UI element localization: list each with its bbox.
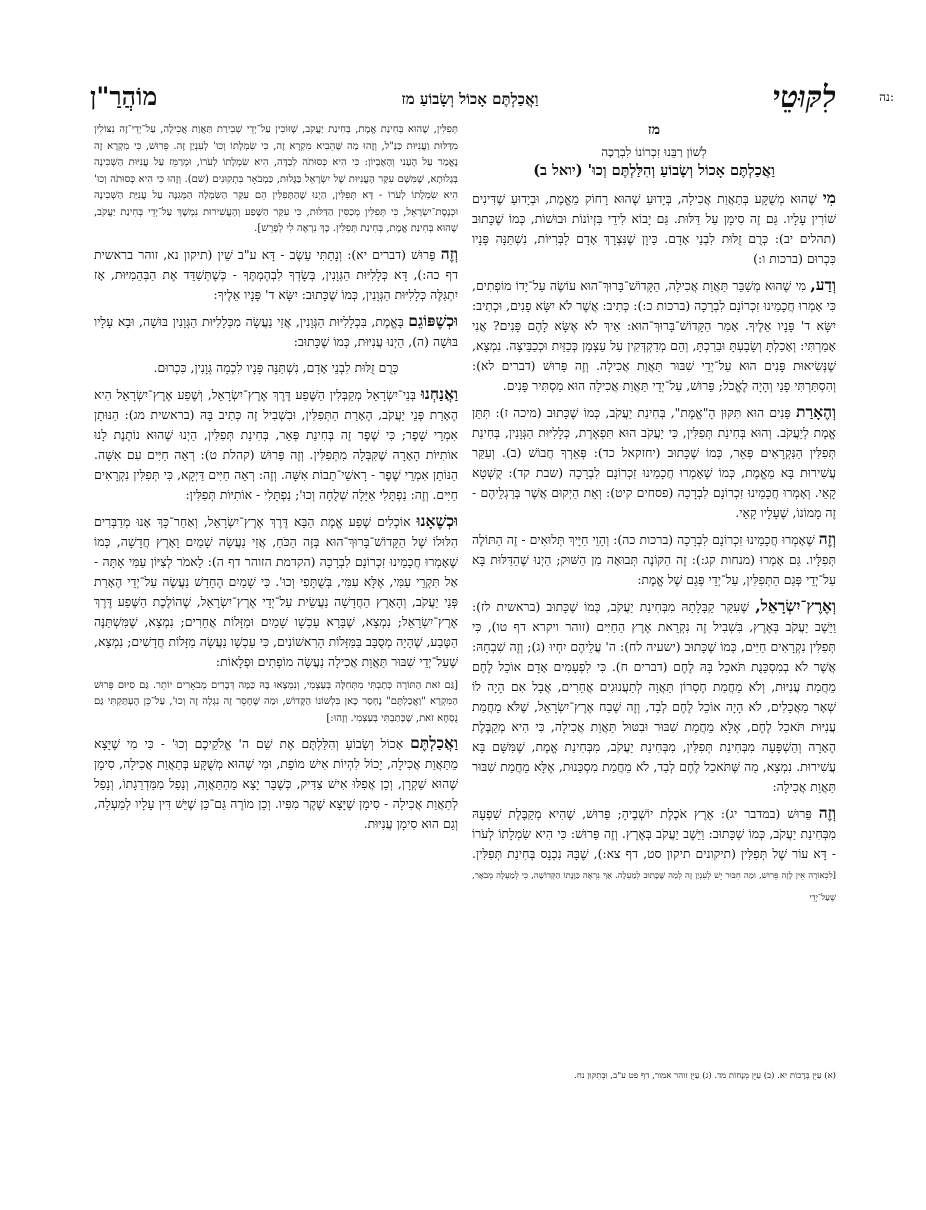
lead-word: וְהֶאָרַת <box>796 402 836 421</box>
centered-verse: כְּרֻם זֻלּוּת לִבְנֵי אָדָם, נִשְׁתַּנָּה פָּנָיו לִכְמָה גְּוָנִין, כִּכְרוּם. <box>153 359 399 375</box>
paragraph-text: שֶׁעִקַּר קַבָּלָתָהּ מִבְּחִינַת יַעֲקֹב, כְּמוֹ שֶׁכָּתוּב (בראשית לז): וַיֵּשֶׁב יַעֲקֹב בְּאֶרֶץ, בִּשְׁבִיל זֶה נִקְרֵאת אֶרֶץ הַחַיִּים (זוהר ויקרא דף טו), כִּי תְּפִלִּין נִקְרָאִים חַיִּים, כְּמוֹ שֶׁכָּתוּב (ישעיה לח): ה' עֲלֵיהֶם יִחְיוּ (ג); וְזֶה שִׁבְחָהּ: אֲשֶׁר לֹא בְמִסְכֵּנֻת תֹּאכַל בָּהּ לֶחֶם (דברים ח). כִּי לִפְעָמִים אָדָם אוֹכֵל לֶחֶם מֵחֲמַת עֲנִיּוּת, וְלֹא מֵחֲמַת חֶסְרוֹן תַּאֲוָה לְתַעֲנוּגִים אֲחֵרִים, אֲבָל אִם הָיָה לוֹ שְׁאָר מַאֲכָלִים, לֹא הָיָה אוֹכֵל לֶחֶם לְבַד, וְזֶה שֶׁבַח אֶרֶץ־יִשְׂרָאֵל, שֶׁלֹּא מֵחֲמַת עֲנִיּוּת תֹּאכַל לֶחֶם, אֶלָּא מֵחֲמַת שִׁבּוּר וּבִטּוּל תַּאֲוַת אֲכִילָה, כִּי הִיא מְקַבֶּלֶת הֶאָרָה וְהַשְׁפָּעָה מִבְּחִינַת תְּפִלִּין, מִבְּחִינַת יַעֲקֹב, מִבְּחִינַת אֱמֶת, שֶׁמִּשָּׁם בָּא עֲשִׁירוּת. נִמְצָא, מַה שֶּׁתֹּאכַל לֶחֶם לְבַד, לֹא מֵחֲמַת מִסְכֵּנוּת, אֶלָּא מֵחֲמַת שִׁבּוּר תַּאֲוַת אֲכִילָה: <box>472 599 836 794</box>
paragraph <box>472 275 836 396</box>
section-title: וַאֲכַלְתֶּם אָכוֹל וְשָׂבוֹעַ מז <box>401 90 539 108</box>
lead-word: וְזֶה <box>818 529 836 548</box>
paragraph <box>94 511 458 672</box>
right-column <box>472 122 836 914</box>
paragraph <box>472 803 836 908</box>
bracket-note: [לִכְאוֹרָה אֵין לָזֶה פֵּרוּשׁ, וּמַה חִבּוּר יֵשׁ לְעִנְיַן זֶה לְמַה שֶּׁכָּתוּב לְמַעְלָה. אַךְ נִרְאֶה כַּוָּנָתוֹ הַקְּדוֹשָׁה, כִּי לְמַעְלָה מְבֹאָר, שֶׁעַל־יְדֵי <box>472 871 836 903</box>
continued-note: תְּפִלִּין, שֶׁהוּא בְּחִינַת אֱמֶת, בְּחִינַת יַעֲקֹב, שֶׁזּוֹכִין עַל־יְדֵי שְׁבִירַת תַּאֲוַת אֲכִילָה, עַל־יְדֵי־זֶה נִצּוֹלִין מִדַּלּוּת וַעֲנִיּוּת כַּנַּ"ל, וְזֶהוּ מַה שֶּׁהֵבִיא מִקְרָא זֶה, כִּי שִׂמְלָתוֹ וְכוּ' לְעִנְיַן זֶה. פֵּרוּשׁ, כִּי מִקְרָא זֶה נֶאֱמַר עַל הֶעָנִי וְהָאֶבְיוֹן: כִּי הִיא כְּסוּתֹה לְבַדָּה, הִיא שִׂמְלָתוֹ לְעֹרוֹ, וּמְרַמֵּז עַל עֲנִיּוּת הַשְּׁכִינָה בְּגָלוּתָא, שֶׁמִּשָּׁם עִקַּר הָעֲנִיּוּת שֶׁל יִשְׂרָאֵל בַּגָּלוּת, כַּמְבֹאָר בִּתְקוּנִים (שם). וְזֶהוּ כִּי הִיא כְּסוּתֹה וְכוּ' הִיא שִׂמְלָתוֹ לְעֹרוֹ - דָּא תְּפִלִּין, הַיְנוּ שֶׁהַתְּפִלִּין הֵם עִקַּר הַשִּׂמְלָה הַמְּגִנָּה עַל עֲנִיַּת הַשְּׁכִינָה וּכְנֶסֶת־יִשְׂרָאֵל, כִּי תְּפִלִּין מְכַסִּין הַדַּלּוּת, כִּי עִקַּר הַשֶּׁפַע וְהָעֲשִׁירוּת נִמְשָׁךְ עַל־יְדֵי בְּחִינַת יַעֲקֹב, שֶׁהוּא בְּחִינַת אֱמֶת, בְּחִינַת תְּפִלִּין. כָּךְ נִרְאֶה לִי לְפָרֵשׁ]. <box>94 124 458 234</box>
paragraph <box>472 188 836 269</box>
paragraph-text: אָכוֹל וְשָׂבוֹעַ וְהִלַּלְתֶּם אֶת שֵׁם ה' אֱלֹקֵיכֶם וְכוּ' - כִּי מִי שֶׁיָּצָא מֵתַּאֲוַת אֲכִילָה, יָכוֹל לִהְיוֹת אִישׁ מוֹפֵת, וּמִי שֶׁהוּא מְשֻׁקָּע בְּתַאֲוַת אֲכִילָה, סִימָן שֶׁהוּא שַׁקְרָן, וְכֵן אֲפִלּוּ אִישׁ צַדִּיק, כְּשֶׁבָּר יָצָא מֵהַתַּאֲוָה, וְנָפַל מִמַּדְרֵגָתוֹ, וְנָפַל לְתַאֲוַת אֲכִילָה - סִימָן שֶׁיָּצָא שֶׁקֶר מִפִּיו. וְכֵן מוֹרֶה גַּם־כֵּן שֶׁיֵּשׁ דִּין עָלָיו לְמַעְלָה, וְגַם הוּא סִימָן עֲנִיּוּת. <box>94 736 458 831</box>
left-column <box>94 122 458 840</box>
lead-word: וַאֲנַחְנוּ <box>420 383 458 403</box>
paragraph <box>472 596 836 797</box>
lead-word: וְזֶה <box>818 803 836 822</box>
lead-word: מִי <box>822 188 836 207</box>
lead-word: וְאֶרֶץ־יִשְׂרָאֵל, <box>755 596 836 615</box>
book-title-right: לִקּוּטֵי <box>772 80 836 115</box>
paragraph-text: בְּנֵי־יִשְׂרָאֵל מְקַבְּלִין הַשֶּׁפַע דֶּרֶךְ אֶרֶץ־יִשְׂרָאֵל, וְשֶׁפַע אֶרֶץ־יִשְׂרָאֵל הִיא הֶאָרַת פְּנֵי יַעֲקֹב, הֶאָרַת הַתְּפִלִּין, וּבִשְׁבִיל זֶה כְּתִיב בָּהּ (בראשית מג): הַנּוּתָן אִמְרֵי שָׁפֶר; כִּי שֶׁפֶר זֶה בְּחִינַת פְּאֵר, בְּחִינַת תְּפִלִּין, הַיְנוּ שֶׁהוּא נוֹתֶנֶת לָנוּ אוֹתִיּוֹת הָאָרָה שֶׁקִּבְּלָה מִתְּפִלִּין. וְזֶה פֵּרוּשׁ (קהלת ט): רְאֵה חַיִּים עִם אִשָּׁה. הַנּוֹתֵן אִמְרֵי שֶׁפֶר - רָאשֵׁי־תֵבוֹת אִשָּׁה. וְזֶה: רְאֵה חַיִּים דַּיְקָא, כִּי תְּפִלִּין נִקְרָאִים חַיִּים. וְזֶה: נַפְתָּלִי אַיָּלָה שְׁלֻחָה וְכוּ'; נַפְתָּלִי - אוֹתִיּוֹת תְּפִלִּין: <box>94 386 458 502</box>
paragraph <box>472 529 836 590</box>
book-title-left: מוֹהֲרַ"ן <box>90 82 158 111</box>
lead-word: וְדַע, <box>810 275 836 294</box>
paragraph-text: מִי שֶׁהוּא מְשַׁבֵּר תַּאֲוַת אֲכִילָה, הַקָּדוֹשׁ־בָּרוּךְ־הוּא עוֹשֶׂה עַל־יָדוֹ מוֹפְתִים, כִּי אָמְרוּ חֲכָמֵינוּ זִכְרוֹנָם לִבְרָכָה (ברכות כ:): כְּתִיב: אֲשֶׁר לֹא יִשָּׂא פָנִים, וּכְתִיב: יִשָּׂא ד' פָּנָיו אֵלֶיךָ. אָמַר הַקָּדוֹשׁ־בָּרוּךְ־הוּא: אֵיךְ לֹא אֶשָּׂא לָהֶם פָּנִים? אֲנִי אָמַרְתִּי: וְאָכַלְתָּ וְשָׂבָעְתָּ וּבֵרַכְתָּ, וְהֵם מְדַקְדְּקִין עַל עַצְמָן כְּכַזַּיִת וּכְכַבֵּיצָה. נִמְצָא, שֶׁנְּשִׂיאוּת פָּנִים הוּא עַל־יְדֵי שִׁבּוּר תַּאֲוַת אֲכִילָה. וְזֶה פֵּרוּשׁ (דברים לא): וְהִסְתַּרְתִּי פָנַי וְהָיָה לֶאֱכֹל; פֵּרוּשׁ, עַל־יְדֵי תַּאֲוַת אֲכִילָה הוּא מַסְתִּיר פָּנִים. <box>472 278 836 393</box>
paragraph <box>94 733 458 834</box>
lead-word: וַאֲכַלְתֶּם <box>410 733 458 752</box>
paragraph-text: שֶׁאָמְרוּ חֲכָמֵינוּ זִכְרוֹנָם לִבְרָכָה (ברכות כה): וְהָוֵי חַיָּיךְ תְּלוּאִים - זֶה הַתּוֹלֶה תְּפִלָּיו. גַּם אָמְרוּ (מנחות קג:): זֶה הַקּוֹנֶה תְּבוּאָה מִן הַשּׁוּק; הַיְנוּ שֶׁהַדַּלּוּת בָּא עַל־יְדֵי פְּגַם הַתְּפִלִּין, עַל־יְדֵי פְּגַם שֶׁל אֱמֶת: <box>472 532 836 587</box>
bracket-note: [גַּם זֹאת הַתּוֹרָה כְּתַבְתִּי מִתְּחִלָּה בְּעַצְמִי, וְנִמְצָאוּ בָּהּ כַּמָּה דְּבָרִים מְבֹאָרִים יוֹתֵר. גַּם סִיּוּם פֵּרוּשׁ הַמִּקְרָא "וַאֲכַלְתֶּם" נֶחְסַר כָּאן בִּלְשׁוֹנוֹ הַקָּדוֹשׁ, וּמַה שֶּׁחָסֵר זֶה נִגְלָה זֶה וְכוּ', עַל־כֵּן הֶעְתַּקְתִּי גַּם נֻסְחָא זֹאת, שֶׁכָּתַבְתִּי בְּעַצְמִי. וְזֶהוּ:] <box>94 679 458 724</box>
paragraph <box>472 402 836 523</box>
paragraph <box>94 244 458 305</box>
lead-word: וְזֶה <box>440 243 458 263</box>
lead-word: וּכְשֶׁאָנוּ <box>416 510 458 530</box>
lead-word: וּכְשֶׁפּוֹגֵם <box>408 310 458 330</box>
paragraph <box>94 384 458 505</box>
paragraph-text: אוֹכְלִים שֶׁפַע אֱמֶת הַבָּא דֶּרֶךְ אֶרֶץ־יִשְׂרָאֵל, וְאַחַר־כָּךְ אָנוּ מְדַבְּרִים הִלּוּלוֹ שֶׁל הַקָּדוֹשׁ־בָּרוּךְ־הוּא בְּזֶה הַכֹּחַ, אֲזַי נַעֲשָׂה שָׁמַיִם וָאָרֶץ חֲדָשָׁה, כְּמוֹ שֶׁאָמְרוּ חֲכָמֵינוּ זִכְרוֹנָם לִבְרָכָה (הקדמת הזוהר דף ה): לֵאמֹר לְצִיּוֹן עַמִּי אָתָּה - אַל תִּקְרֵי עַמִּי, אֶלָּא עִמִּי, בְּשֻׁתָּפִי וְכוּ'. כִּי שָׁמַיִם הֶחָדָשׁ נַעֲשֶׂה עַל־יְדֵי הֶאָרַת פְּנֵי יַעֲקֹב, וְהָאָרֶץ הַחֲדָשָׁה נַעֲשֵׂית עַל־יְדֵי אֶרֶץ־יִשְׂרָאֵל, שֶׁהוֹלֶכֶת הַשֶּׁפַע דֶּרֶךְ אֶרֶץ־יִשְׂרָאֵל; נִמְצָא, שֶׁבָּרָא עַכְשָׁו שָׁמַיִם וּמַזָּלוֹת אֲחֵרִים; נִמְצָא, שֶׁמִּשְׁתַּנֶּה הַטֶּבַע, שֶׁהָיָה מְסֻבָּב בַּמַּזָּלוֹת הָרִאשׁוֹנִים, כִּי עַכְשָׁו נַעֲשָׂה מַזָּלוֹת חֲדָשִׁים; נִמְצָא, שֶׁעַל־יְדֵי שִׁבּוּר תַּאֲוַת אֲכִילָה נַעֲשָׂה מוֹפְתִים וּפְלָאוֹת: <box>94 513 458 669</box>
paragraph-text: פֵּרוּשׁ (דברים יא): וְנָתַתִּי עֵשֶׂב - דָּא ע"ב שֵׁין (תיקון נא, זוהר בראשית דף כה:), דָּא כְּלָלִיּוּת הַגְּוָנִין, בְּשָׂדְךָ לִבְהֶמְתֶּךָ - כְּשֶׁתְּשַׁדֵּד אֶת הַבְּהֵמִיּוּת, אָז יִתְגַּלֶּה כְּלָלִיּוּת הַגְּוָנִין, כְּמוֹ שֶׁכָּתוּב: יִשָּׂא ד' פָּנָיו אֵלֶיךָ: <box>94 246 458 302</box>
opening-verse: וַאֲכַלְתֶּם אָכוֹל וְשָׂבוֹעַ וְהִלַּלְתֶּם וְכוּ' (יואל ב) <box>533 162 775 179</box>
paragraph-text: שֶׁהוּא מְשֻׁקָּע בְּתַאֲוַת אֲכִילָה, בְּיָדוּעַ שֶׁהוּא רָחוֹק מֵאֱמֶת, וּבְיָדוּעַ שֶׁדִּינִים שׁוֹרִין עָלָיו. גַּם זֶה סִימָן עַל דַּלּוּת. גַּם יָבוֹא לִידֵי בִּזְיוֹנוֹת וּבוּשׁוֹת, כְּמוֹ שֶׁכָּתוּב (תהלים יב): כְּרֻם זֻלּוּת לִבְנֵי אָדָם. כֵּיוָן שֶׁנִּצְרָךְ אָדָם לַבְּרִיּוֹת, נִשְׁתַּנָּה פָּנָיו כִּכְרוּם (ברכות ו:) <box>472 191 836 266</box>
paragraph-text: פָּנִים הוּא תִּקּוּן הָ"אֱמֶת", בְּחִינַת יַעֲקֹב, כְּמוֹ שֶׁכָּתוּב (מיכה ז): תִּתֵּן אֱמֶת לְיַעֲקֹב. וְהוּא בְּחִינַת תְּפִלִּין, כִּי יַעֲקֹב הוּא תִּפְאֶרֶת, כְּלָלִיּוּת הַגְּוָנִין, בְּחִינַת תְּפִלִּין הַנִּקְרָאִים פְּאֵר, כְּמוֹ שֶׁכָּתוּב (יחזקאל כד): פְּאֵרְךָ חֲבוֹשׁ (ב). וְעִקַּר עֲשִׁירוּת בָּא מֵאֱמֶת, כְּמוֹ שֶׁאָמְרוּ חֲכָמֵינוּ זִכְרוֹנָם לִבְרָכָה (שבת קד): קֻשְׁטָא קָאֵי. וְאָמְרוּ חֲכָמֵינוּ זִכְרוֹנָם לִבְרָכָה (פסחים קיט): וְאֵת הַיְקוּם אֲשֶׁר בְּרַגְלֵיהֶם - זֶה מָמוֹנוֹ, שֶׁעָלָיו קָאֵי. <box>472 405 836 520</box>
footnotes: (א) עַיֵּן בְּרָכוֹת יא. (ב) עַיֵּן מְנָחוֹת מד. (ג) עַיֵּן זוהר אמור, דף פט ע"ב, וּבְתִקּוּן נח. <box>574 1071 836 1081</box>
subtitle: לְשׁוֹן רַבֵּנוּ זִכְרוֹנוֹ לִבְרָכָה <box>601 145 707 159</box>
running-header <box>90 80 894 116</box>
section-number: מז <box>647 122 661 138</box>
paragraph <box>94 311 458 352</box>
paragraph-text: פֵּרוּשׁ (במדבר יג): אֶרֶץ אֹכֶלֶת יוֹשְׁבֶיהָ; פֵּרוּשׁ, שֶׁהִיא מְקַבֶּלֶת שִׁפְעָהּ מִבְּחִינַת יַעֲקֹב, כְּמוֹ שֶׁכָּתוּב: וַיֵּשֶׁב יַעֲקֹב בְּאֶרֶץ. וְזֶה פֵּרוּשׁ: כִּי הִיא שִׂמְלָתוֹ לְעֹרוֹ - דָּא עוֹר שֶׁל תְּפִלִּין (תיקונים תיקון סט, דף צא:), שֶׁבָּהּ נִכְנָס בְּחִינַת תְּפִלִּין. <box>472 806 836 861</box>
page-marker: נה: <box>879 90 894 104</box>
paragraph-text: בָּאֱמֶת, בִּכְלָלִיּוּת הַגְּוָנִין, אֲזַי נַעֲשָׂה מִכְּלָלִיּוּת הַגְּוָנִין בּוּשָׁה, וּבָא עָלָיו בּוּשָׁה (ה), הַיְנוּ עֲנִיּוּת, כְּמוֹ שֶׁכָּתוּב: <box>94 313 458 349</box>
